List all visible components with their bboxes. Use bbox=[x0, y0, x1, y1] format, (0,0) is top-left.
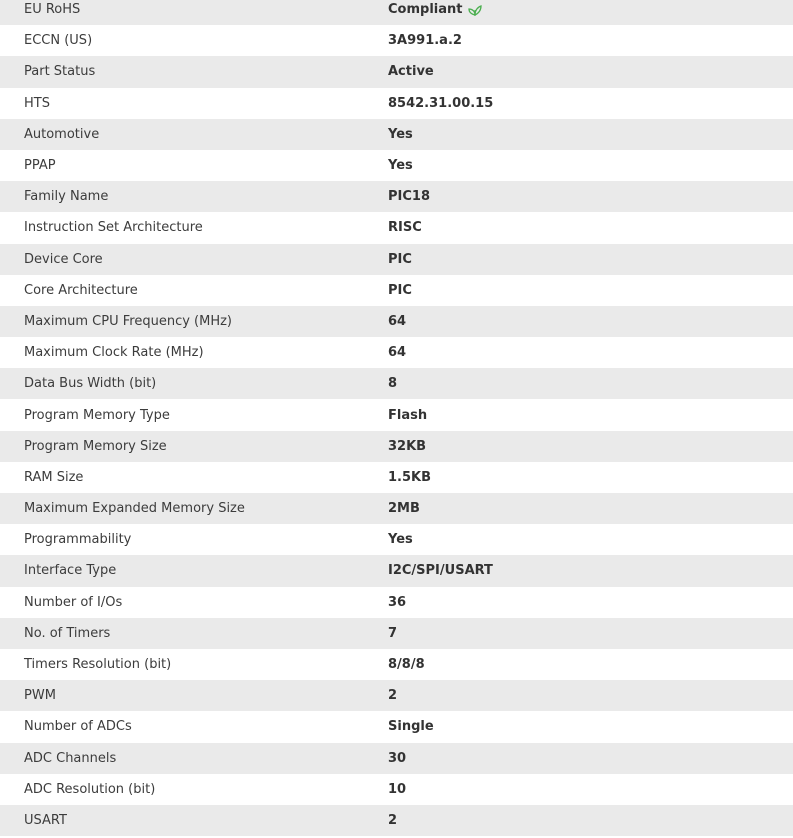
spec-label: ECCN (US) bbox=[24, 33, 93, 49]
spec-value: RISC bbox=[388, 220, 422, 236]
spec-value: 10 bbox=[388, 781, 407, 797]
spec-value: Yes bbox=[388, 532, 413, 548]
spec-value: PIC bbox=[388, 251, 412, 267]
spec-label: Number of ADCs bbox=[24, 719, 132, 735]
spec-row-number-of-adcs bbox=[0, 711, 793, 742]
spec-row-timers-resolution bbox=[0, 649, 793, 680]
spec-label: USART bbox=[24, 812, 67, 828]
spec-row-program-memory-size bbox=[0, 431, 793, 462]
spec-label: Core Architecture bbox=[24, 282, 138, 298]
spec-value: 8/8/8 bbox=[388, 657, 425, 673]
spec-value: 2MB bbox=[388, 501, 420, 517]
spec-label: ADC Channels bbox=[24, 750, 117, 766]
spec-label: ADC Resolution (bit) bbox=[24, 781, 156, 797]
spec-label: Data Bus Width (bit) bbox=[24, 376, 157, 392]
spec-value: 36 bbox=[388, 594, 407, 610]
spec-label: Automotive bbox=[24, 126, 100, 142]
spec-row-pwm bbox=[0, 680, 793, 711]
spec-row-interface-type bbox=[0, 555, 793, 586]
spec-value: 30 bbox=[388, 750, 407, 766]
spec-label: Family Name bbox=[24, 189, 109, 205]
spec-row-ppap bbox=[0, 150, 793, 181]
spec-row-core-architecture bbox=[0, 275, 793, 306]
spec-row-no-of-timers bbox=[0, 618, 793, 649]
spec-value: 64 bbox=[388, 313, 407, 329]
spec-label: Program Memory Size bbox=[24, 438, 167, 454]
spec-label: Maximum CPU Frequency (MHz) bbox=[24, 313, 232, 329]
spec-value: 64 bbox=[388, 345, 407, 361]
spec-label: Part Status bbox=[24, 64, 96, 80]
spec-value: 3A991.a.2 bbox=[388, 33, 462, 49]
spec-value: 7 bbox=[388, 625, 398, 641]
spec-row-usart bbox=[0, 805, 793, 836]
spec-value: Yes bbox=[388, 158, 413, 174]
spec-row-adc-channels bbox=[0, 743, 793, 774]
spec-label: Programmability bbox=[24, 532, 132, 548]
spec-value: 2 bbox=[388, 812, 398, 828]
spec-row-data-bus-width bbox=[0, 368, 793, 399]
spec-label: Maximum Expanded Memory Size bbox=[24, 501, 245, 517]
spec-label: EU RoHS bbox=[24, 2, 81, 18]
spec-row-hts bbox=[0, 88, 793, 119]
spec-row-max-clock-rate bbox=[0, 337, 793, 368]
spec-label: HTS bbox=[24, 95, 50, 111]
spec-label: PPAP bbox=[24, 158, 56, 174]
leaf-icon bbox=[468, 4, 482, 16]
spec-row-adc-resolution bbox=[0, 774, 793, 805]
spec-row-max-cpu-frequency bbox=[0, 306, 793, 337]
spec-value: Flash bbox=[388, 407, 428, 423]
spec-label: Device Core bbox=[24, 251, 103, 267]
spec-label: Maximum Clock Rate (MHz) bbox=[24, 345, 204, 361]
spec-value: I2C/SPI/USART bbox=[388, 563, 493, 579]
spec-value: Yes bbox=[388, 126, 413, 142]
spec-row-eu-rohs bbox=[0, 0, 793, 25]
spec-row-automotive bbox=[0, 119, 793, 150]
spec-row-ram-size bbox=[0, 462, 793, 493]
spec-value: 8542.31.00.15 bbox=[388, 95, 494, 111]
spec-label: RAM Size bbox=[24, 469, 84, 485]
spec-label: Interface Type bbox=[24, 563, 117, 579]
spec-value: Active bbox=[388, 64, 434, 80]
spec-value: 2 bbox=[388, 688, 398, 704]
spec-row-number-of-ios bbox=[0, 587, 793, 618]
spec-value: 1.5KB bbox=[388, 469, 432, 485]
spec-value: 8 bbox=[388, 376, 398, 392]
spec-label: Number of I/Os bbox=[24, 594, 123, 610]
spec-label: No. of Timers bbox=[24, 625, 111, 641]
spec-row-part-status bbox=[0, 56, 793, 87]
spec-label: Timers Resolution (bit) bbox=[24, 657, 172, 673]
spec-row-eccn bbox=[0, 25, 793, 56]
spec-label: Program Memory Type bbox=[24, 407, 170, 423]
spec-value: PIC18 bbox=[388, 189, 430, 205]
spec-value: 32KB bbox=[388, 438, 427, 454]
spec-row-isa bbox=[0, 212, 793, 243]
spec-value-text: Compliant bbox=[388, 2, 463, 18]
spec-row-program-memory-type bbox=[0, 399, 793, 430]
spec-row-device-core bbox=[0, 244, 793, 275]
spec-value: PIC bbox=[388, 282, 412, 298]
spec-label: PWM bbox=[24, 688, 56, 704]
spec-label: Instruction Set Architecture bbox=[24, 220, 203, 236]
spec-row-family-name bbox=[0, 181, 793, 212]
spec-row-max-expanded-memory bbox=[0, 493, 793, 524]
spec-value bbox=[388, 2, 793, 17]
spec-row-programmability bbox=[0, 524, 793, 555]
spec-value: Single bbox=[388, 719, 434, 735]
